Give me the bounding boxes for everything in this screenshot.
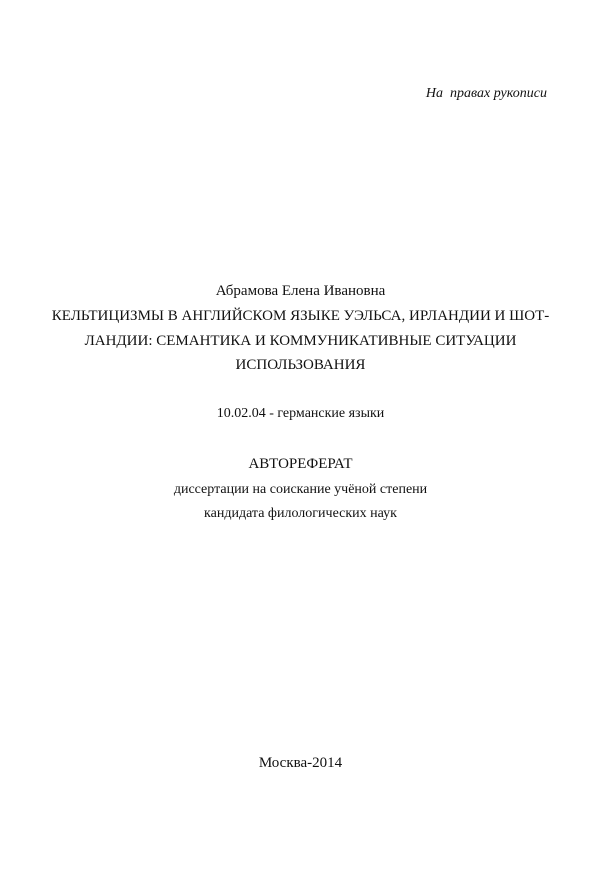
title-line: КЕЛЬТИЦИЗМЫ В АНГЛИЙСКОМ ЯЗЫКЕ УЭЛЬСА, ИРЛАНДИИ И ШОТ-	[51, 308, 550, 324]
dissertation-title	[0, 304, 601, 378]
rights-note: На правах рукописи	[425, 86, 547, 101]
degree-line: кандидата филологических наук	[204, 506, 397, 521]
specialty-code: 10.02.04 - германские языки	[216, 406, 385, 421]
title-line: ИСПОЛЬЗОВАНИЯ	[235, 357, 366, 373]
title-line: ЛАНДИИ: СЕМАНТИКА И КОММУНИКАТИВНЫЕ СИТУАЦИИ	[84, 332, 517, 349]
document-type: АВТОРЕФЕРАТ	[248, 456, 353, 472]
city-year: Москва-2014	[258, 755, 343, 771]
author-name: Абрамова Елена Ивановна	[215, 283, 386, 299]
dissertation-line: диссертации на соискание учёной степени	[173, 482, 428, 497]
